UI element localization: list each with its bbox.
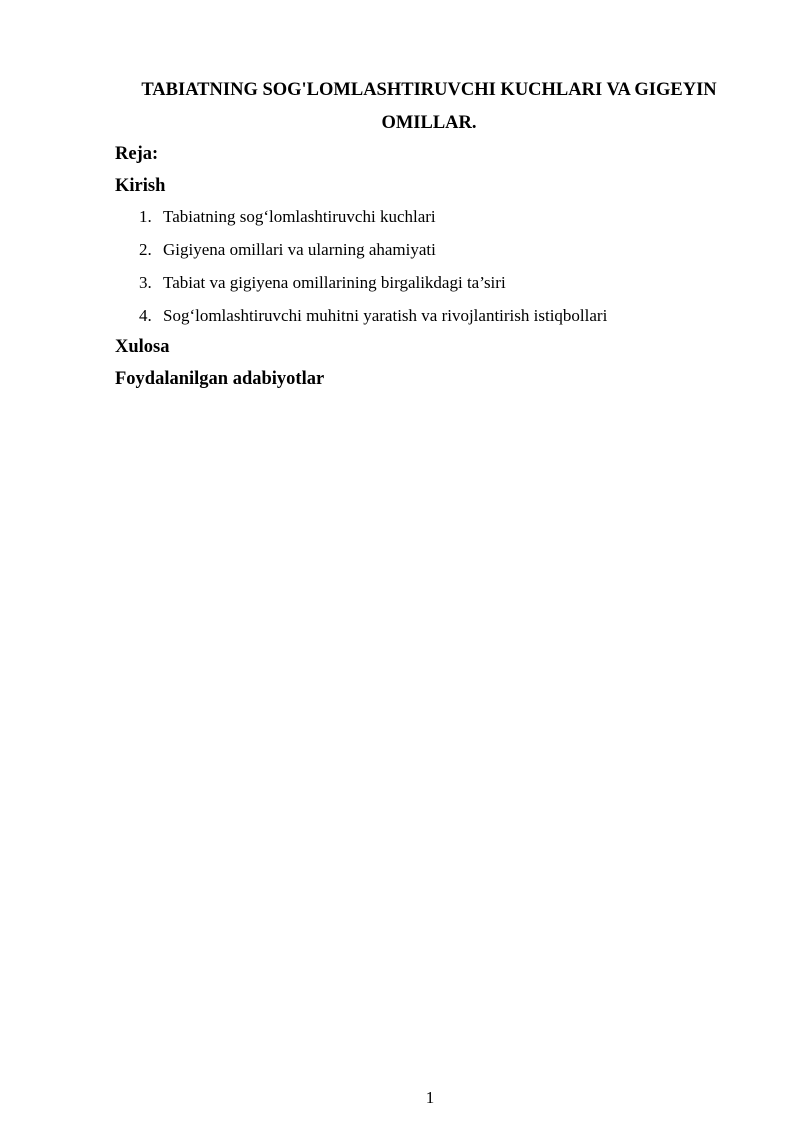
- plan-item-text: Tabiatning sog‘lomlashtiruvchi kuchlari: [163, 207, 436, 226]
- plan-item-number: 2.: [139, 240, 152, 259]
- conclusion-heading: Xulosa: [115, 337, 170, 357]
- plan-label: Reja:: [115, 144, 159, 164]
- references-heading: Foydalanilgan adabiyotlar: [115, 369, 325, 389]
- plan-item-number: 4.: [139, 306, 152, 325]
- document-title-line-1: TABIATNING SOG'LOMLASHTIRUVCHI KUCHLARI VA GIGEYIN: [141, 80, 717, 100]
- plan-item-number: 3.: [139, 273, 152, 292]
- plan-list-item: [0, 299, 800, 332]
- plan-list: [0, 200, 800, 332]
- plan-list-item: [0, 233, 800, 266]
- document-title-line-2: OMILLAR.: [381, 113, 477, 133]
- plan-item-text: Sog‘lomlashtiruvchi muhitni yaratish va rivojlantirish istiqbollari: [163, 306, 608, 325]
- plan-list-item: [0, 266, 800, 299]
- plan-item-text: Tabiat va gigiyena omillarining birgalikdagi ta’siri: [163, 273, 506, 292]
- plan-item-text: Gigiyena omillari va ularning ahamiyati: [163, 240, 436, 259]
- page-number: 1: [425, 1088, 435, 1107]
- plan-item-number: 1.: [139, 207, 152, 226]
- plan-list-item: [0, 200, 800, 233]
- introduction-heading: Kirish: [115, 176, 166, 196]
